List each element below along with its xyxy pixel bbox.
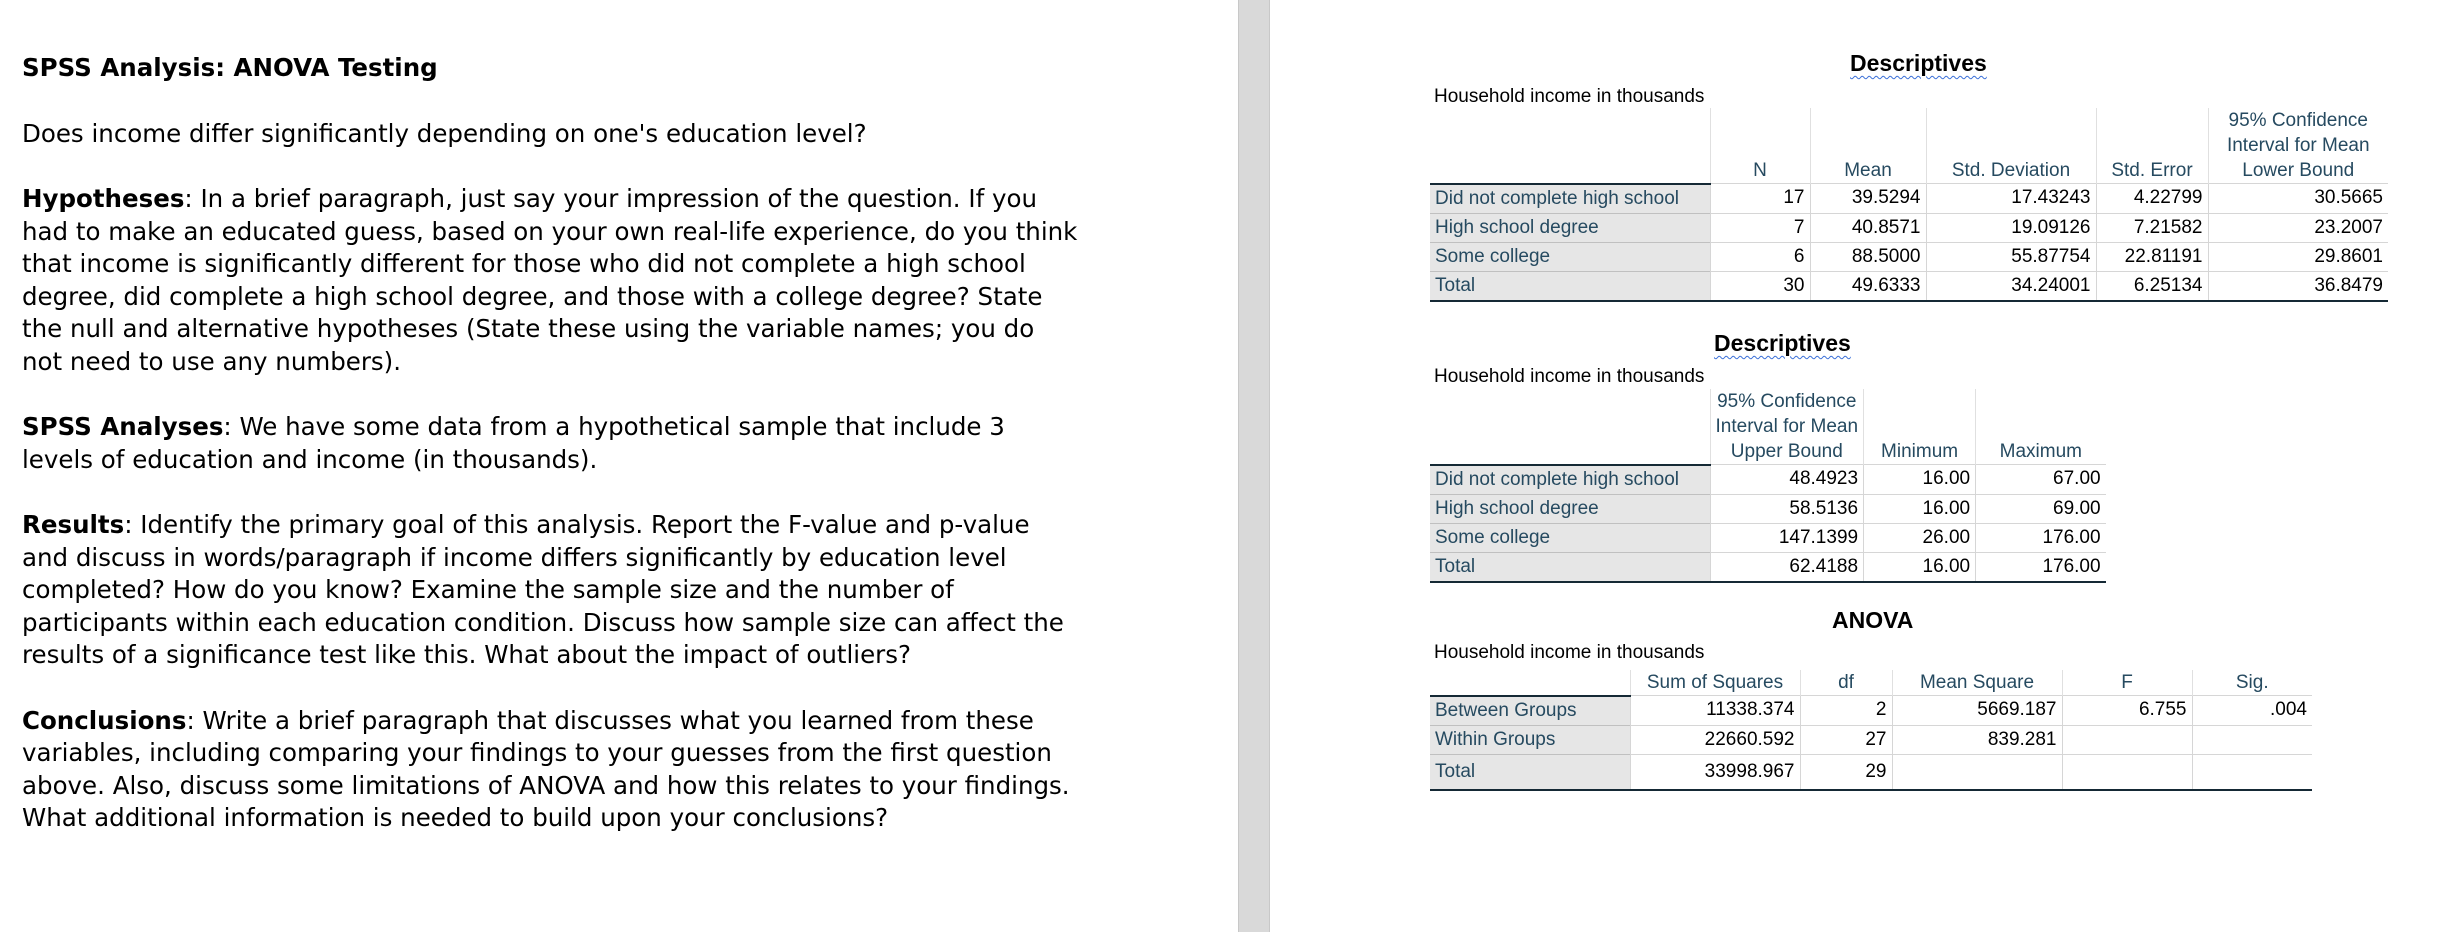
spacer — [22, 150, 1082, 183]
spacer — [22, 378, 1082, 411]
row-label: Some college — [1430, 242, 1710, 271]
cell-minimum: 16.00 — [1864, 465, 1976, 495]
cell-maximum: 176.00 — [1976, 523, 2106, 552]
header-std-error: Std. Error — [2096, 108, 2208, 184]
descriptives-table-1 — [1430, 108, 2388, 302]
cell-std-deviation: 19.09126 — [1926, 213, 2096, 242]
ci-line-3: Upper Bound — [1730, 441, 1843, 462]
cell-upper-bound: 62.4188 — [1710, 552, 1864, 582]
table-row — [1430, 696, 2312, 726]
cell-std-error: 22.81191 — [2096, 242, 2208, 271]
cell-mean-square: 839.281 — [1892, 725, 2062, 754]
hypotheses-paragraph — [22, 183, 1082, 378]
page-gutter — [1238, 0, 1270, 932]
header-f: F — [2062, 670, 2192, 696]
document-title: SPSS Analysis: ANOVA Testing — [22, 53, 438, 82]
header-ci-upper — [1710, 389, 1864, 465]
table-row — [1430, 754, 2312, 790]
cell-df: 29 — [1800, 754, 1892, 790]
cell-sum-of-squares: 22660.592 — [1630, 725, 1800, 754]
results-text: : Identify the primary goal of this analysis. Report the F-value and p-value and discuss in words/paragraph if income differs significantly by education level completed? How do you know? Examine the sample size and the number of participants within each education condition. Discuss how sample size can affect the results of a significance test like this. What about the impact of outliers? — [22, 510, 1064, 669]
header-df: df — [1800, 670, 1892, 696]
cell-df: 27 — [1800, 725, 1892, 754]
cell-sig: .004 — [2192, 696, 2312, 726]
cell-n: 7 — [1710, 213, 1810, 242]
ci-line-2: Interval for Mean — [2226, 135, 2370, 156]
header-sum-of-squares: Sum of Squares — [1630, 670, 1800, 696]
header-blank — [1430, 389, 1710, 465]
table-row — [1430, 242, 2388, 271]
cell-n: 30 — [1710, 271, 1810, 301]
row-label: Did not complete high school — [1430, 465, 1710, 495]
header-mean: Mean — [1810, 108, 1926, 184]
question-paragraph: Does income differ significantly depending on one's education level? — [22, 118, 867, 148]
cell-std-error: 4.22799 — [2096, 184, 2208, 214]
spacer — [22, 85, 1082, 118]
row-label: High school degree — [1430, 494, 1710, 523]
cell-minimum: 16.00 — [1864, 494, 1976, 523]
cell-maximum: 176.00 — [1976, 552, 2106, 582]
ci-line-1: 95% Confidence — [2228, 110, 2368, 131]
descriptives-subtitle-1: Household income in thousands — [1434, 86, 1705, 107]
cell-std-error: 7.21582 — [2096, 213, 2208, 242]
cell-mean: 88.5000 — [1810, 242, 1926, 271]
row-label: Some college — [1430, 523, 1710, 552]
cell-sum-of-squares: 11338.374 — [1630, 696, 1800, 726]
cell-mean-square — [1892, 754, 2062, 790]
header-sig: Sig. — [2192, 670, 2312, 696]
header-std-deviation: Std. Deviation — [1926, 108, 2096, 184]
analyses-paragraph — [22, 411, 1082, 476]
cell-minimum: 26.00 — [1864, 523, 1976, 552]
cell-maximum: 67.00 — [1976, 465, 2106, 495]
spacer — [22, 476, 1082, 509]
cell-sig — [2192, 725, 2312, 754]
analyses-label: SPSS Analyses — [22, 412, 224, 441]
results-paragraph — [22, 509, 1082, 672]
anova-header-row — [1430, 670, 2312, 696]
table-row — [1430, 523, 2106, 552]
anova-subtitle: Household income in thousands — [1434, 642, 1705, 663]
header-minimum: Minimum — [1864, 389, 1976, 465]
table-row — [1430, 213, 2388, 242]
cell-upper-bound: 48.4923 — [1710, 465, 1864, 495]
cell-std-error: 6.25134 — [2096, 271, 2208, 301]
cell-sig — [2192, 754, 2312, 790]
header-n: N — [1710, 108, 1810, 184]
conclusions-paragraph — [22, 705, 1082, 835]
descriptives-title-2: Descriptives — [1714, 330, 1851, 356]
cell-upper-bound: 58.5136 — [1710, 494, 1864, 523]
cell-maximum: 69.00 — [1976, 494, 2106, 523]
descriptives-subtitle-2: Household income in thousands — [1434, 366, 1705, 387]
cell-minimum: 16.00 — [1864, 552, 1976, 582]
cell-lower-bound: 23.2007 — [2208, 213, 2388, 242]
cell-lower-bound: 36.8479 — [2208, 271, 2388, 301]
cell-n: 6 — [1710, 242, 1810, 271]
table-row — [1430, 271, 2388, 301]
anova-table — [1430, 670, 2312, 791]
row-label: Within Groups — [1430, 725, 1630, 754]
ci-line-2: Interval for Mean — [1715, 416, 1859, 437]
table-row — [1430, 465, 2106, 495]
header-maximum: Maximum — [1976, 389, 2106, 465]
cell-std-deviation: 34.24001 — [1926, 271, 2096, 301]
header-blank — [1430, 108, 1710, 184]
analyses-text: : We have some data from a hypothetical sample that include 3 levels of education and income (in thousands). — [22, 412, 1005, 474]
row-label: Total — [1430, 754, 1630, 790]
header-ci-lower — [2208, 108, 2388, 184]
hypotheses-label: Hypotheses — [22, 184, 185, 213]
spss-output-page — [1270, 0, 2449, 932]
cell-f — [2062, 754, 2192, 790]
row-label: High school degree — [1430, 213, 1710, 242]
descriptives-title-1: Descriptives — [1850, 50, 1987, 76]
descriptives-header-row — [1430, 108, 2388, 184]
cell-mean: 49.6333 — [1810, 271, 1926, 301]
cell-df: 2 — [1800, 696, 1892, 726]
ci-line-1: 95% Confidence — [1717, 391, 1857, 412]
cell-f: 6.755 — [2062, 696, 2192, 726]
descriptives-table-2 — [1430, 389, 2106, 583]
row-label: Total — [1430, 552, 1710, 582]
anova-title: ANOVA — [1832, 607, 1914, 633]
descriptives-header-row — [1430, 389, 2106, 465]
row-label: Did not complete high school — [1430, 184, 1710, 214]
ci-line-3: Lower Bound — [2242, 160, 2355, 181]
row-label: Between Groups — [1430, 696, 1630, 726]
table-row — [1430, 184, 2388, 214]
header-blank — [1430, 670, 1630, 696]
cell-mean: 39.5294 — [1810, 184, 1926, 214]
hypotheses-text: : In a brief paragraph, just say your impression of the question. If you had to make an educated guess, based on your own real-life experience, do you think that income is significantly different for those who did not complete a high school degree, did complete a high school degree, and those with a college degree? State the null and alternative hypotheses (State these using the variable names; you do not need to use any numbers). — [22, 184, 1078, 376]
cell-f — [2062, 725, 2192, 754]
cell-std-deviation: 17.43243 — [1926, 184, 2096, 214]
cell-mean-square: 5669.187 — [1892, 696, 2062, 726]
cell-lower-bound: 30.5665 — [2208, 184, 2388, 214]
cell-n: 17 — [1710, 184, 1810, 214]
cell-sum-of-squares: 33998.967 — [1630, 754, 1800, 790]
document-body — [22, 52, 1082, 835]
conclusions-text: : Write a brief paragraph that discusses what you learned from these variables, including comparing your findings to your guesses from the first question above. Also, discuss some limitations of ANOVA and how this relates to your findings. What additional information is needed to build upon your conclusions? — [22, 705, 1070, 832]
cell-lower-bound: 29.8601 — [2208, 242, 2388, 271]
cell-upper-bound: 147.1399 — [1710, 523, 1864, 552]
conclusions-label: Conclusions — [22, 705, 187, 735]
results-label: Results — [22, 510, 125, 539]
cell-std-deviation: 55.87754 — [1926, 242, 2096, 271]
spacer — [22, 672, 1082, 705]
table-row — [1430, 494, 2106, 523]
cell-mean: 40.8571 — [1810, 213, 1926, 242]
table-row — [1430, 725, 2312, 754]
header-mean-square: Mean Square — [1892, 670, 2062, 696]
table-row — [1430, 552, 2106, 582]
row-label: Total — [1430, 271, 1710, 301]
